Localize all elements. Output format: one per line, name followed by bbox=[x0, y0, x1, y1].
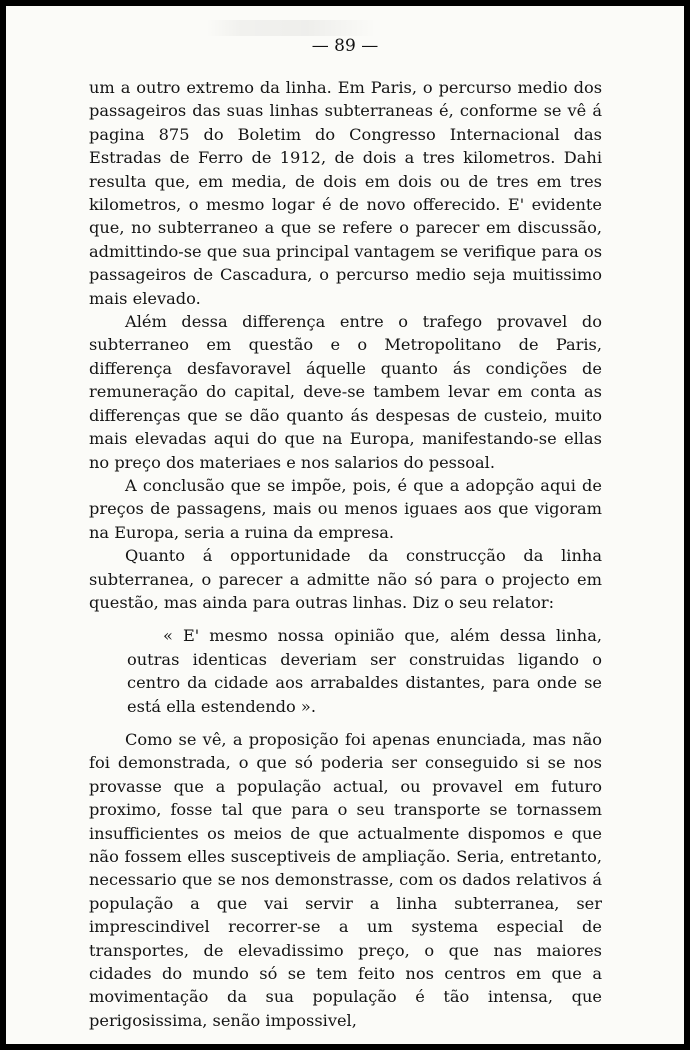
paragraph: Como se vê, a proposição foi apenas enunciada, mas não foi demonstrada, o que só poderia ser conseguido si se nos provasse que a população actual, ou provavel em futuro proximo, fosse tal que para o seu transporte se tornassem insufficientes os meios de que actualmente dispomos e que não fossem elles susceptiveis de ampliação. Seria, entretanto, necessario que se nos demonstrasse, com os dados relativos á população a que vai servir a linha subterranea, ser imprescindivel recorrer-se a um systema especial de transportes, de elevadissimo preço, o que nas maiores cidades do mundo só se tem feito nos centros em que a movimentação da sua população é tão intensa, que perigosissima, senão impossivel, bbox=[89, 729, 602, 1030]
bleed-through-shadow bbox=[206, 20, 376, 36]
block-quote: « E' mesmo nossa opinião que, além dessa linha, outras identicas deveriam ser construidas ligando o centro da cidade aos arrabaldes distantes, para onde se está ella estendendo ». bbox=[127, 626, 602, 716]
paragraph: A conclusão que se impõe, pois, é que a adopção aqui de preços de passagens, mais ou menos iguaes aos que vigoram na Europa, seria a ruina da empresa. bbox=[89, 475, 602, 542]
book-page bbox=[6, 6, 684, 1044]
page-number: — 89 — bbox=[311, 36, 379, 56]
paragraph: um a outro extremo da linha. Em Paris, o percurso medio dos passageiros das suas linhas subterraneas é, conforme se vê á pagina 875 do Boletim do Congresso Internacional das Estradas de Ferro de 1912, de dois a tres kilometros. Dahi resulta que, em media, de dois em dois ou de tres em tres kilometros, o mesmo logar é de novo offerecido. E' evidente que, no subterraneo a que se refere o parecer em discussão, admittindo-se que sua principal vantagem se verifique para os passageiros de Cascadura, o percurso medio seja muitissimo mais elevado. bbox=[89, 78, 602, 308]
body-text bbox=[89, 76, 602, 1032]
paragraph: Além dessa differença entre o trafego provavel do subterraneo em questão e o Metropolitano de Paris, differença desfavoravel áquelle quanto ás condições de remuneração do capital, deve-se tambem levar em conta as differenças que se dão quanto ás despesas de custeio, muito mais elevadas aqui do que na Europa, manifestando-se ellas no preço dos materiaes e nos salarios do pessoal. bbox=[89, 312, 602, 472]
paragraph: Quanto á opportunidade da construcção da linha subterranea, o parecer a admitte não só para o projecto em questão, mas ainda para outras linhas. Diz o seu relator: bbox=[89, 546, 602, 612]
